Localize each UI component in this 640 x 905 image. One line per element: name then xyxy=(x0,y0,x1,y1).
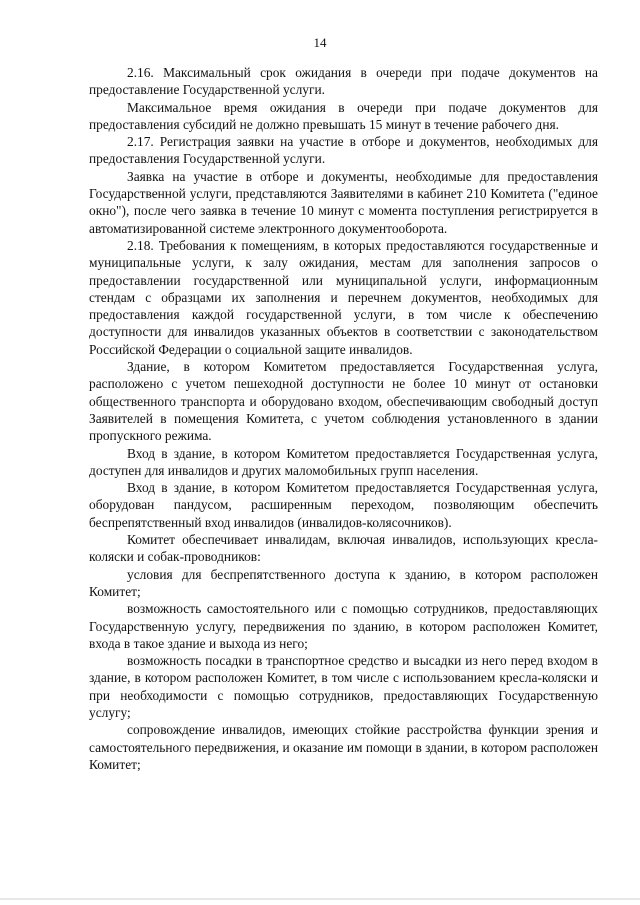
paragraph-building-location: Здание, в котором Комитетом предоставляется Государственная услуга, расположено с учетом пешеходной доступности не более 10 минут от остановки общественного транспорта и оборудовано входом, обеспечивающим свободный доступ Заявителей в помещения Комитета, с учетом соблюдения установленного в здании пропускного режима. xyxy=(89,359,598,444)
paragraph-2-18-heading: 2.18. Требования к помещениям, в которых предоставляются государственные и муниципальные услуги, к залу ожидания, местам для заполнения запросов о предоставлении государственной или муниципальной услуги, информационным стендам с образцами их заполнения и перечнем документов, необходимых для предоставления каждой государственной услуги, в том числе к обеспечению доступности для инвалидов указанных объектов в соответствии с законодательством Российской Федерации о социальной защите инвалидов. xyxy=(89,237,598,357)
list-item-unobstructed-access: условия для беспрепятственного доступа к зданию, в котором расположен Комитет; xyxy=(89,566,598,599)
paragraph-application-registration: Заявка на участие в отборе и документы, необходимые для предоставления Государственной услуги, представляются Заявителями в кабинет 210 Комитета ("единое окно"), после чего заявка в течение 10 минут с момента поступления регистрируется в автоматизированной системе электронного документооборота. xyxy=(89,168,598,236)
paragraph-2-16-heading: 2.16. Максимальный срок ожидания в очереди при подаче документов на предоставление Государственной услуги. xyxy=(89,65,598,98)
paragraph-2-17-heading: 2.17. Регистрация заявки на участие в отборе и документов, необходимых для предоставления Государственной услуги. xyxy=(89,134,598,167)
paragraph-max-wait-time: Максимальное время ожидания в очереди при подаче документов для предоставления субсидий не должно превышать 15 минут в течение рабочего дня. xyxy=(89,99,598,132)
scan-edge-divider xyxy=(0,898,640,900)
paragraph-committee-provides: Комитет обеспечивает инвалидам, включая инвалидов, использующих кресла-коляски и собак-проводников: xyxy=(89,532,598,565)
page-number: 14 xyxy=(313,35,327,50)
list-item-transport-boarding: возможность посадки в транспортное средство и высадки из него перед входом в здание, в котором расположен Комитет, в том числе с использованием кресла-коляски и при необходимости с помощью сотрудников, предоставляющих Государственную услугу; xyxy=(89,653,598,720)
list-item-movement-in-building: возможность самостоятельного или с помощью сотрудников, предоставляющих Государственную услугу, передвижения по зданию, в котором расположен Комитет, входа в такое здание и выхода из него; xyxy=(89,601,598,651)
paragraph-entrance-accessibility: Вход в здание, в котором Комитетом предоставляется Государственная услуга, доступен для инвалидов и других маломобильных групп населения. xyxy=(89,445,598,478)
document-body xyxy=(89,64,598,773)
paragraph-entrance-ramp: Вход в здание, в котором Комитетом предоставляется Государственная услуга, оборудован пандусом, расширенным переходом, позволяющим обеспечить беспрепятственный вход инвалидов (инвалидов-колясочников). xyxy=(89,480,598,530)
list-item-escort-assistance: сопровождение инвалидов, имеющих стойкие расстройства функции зрения и самостоятельного передвижения, и оказание им помощи в здании, в котором расположен Комитет; xyxy=(89,722,598,772)
